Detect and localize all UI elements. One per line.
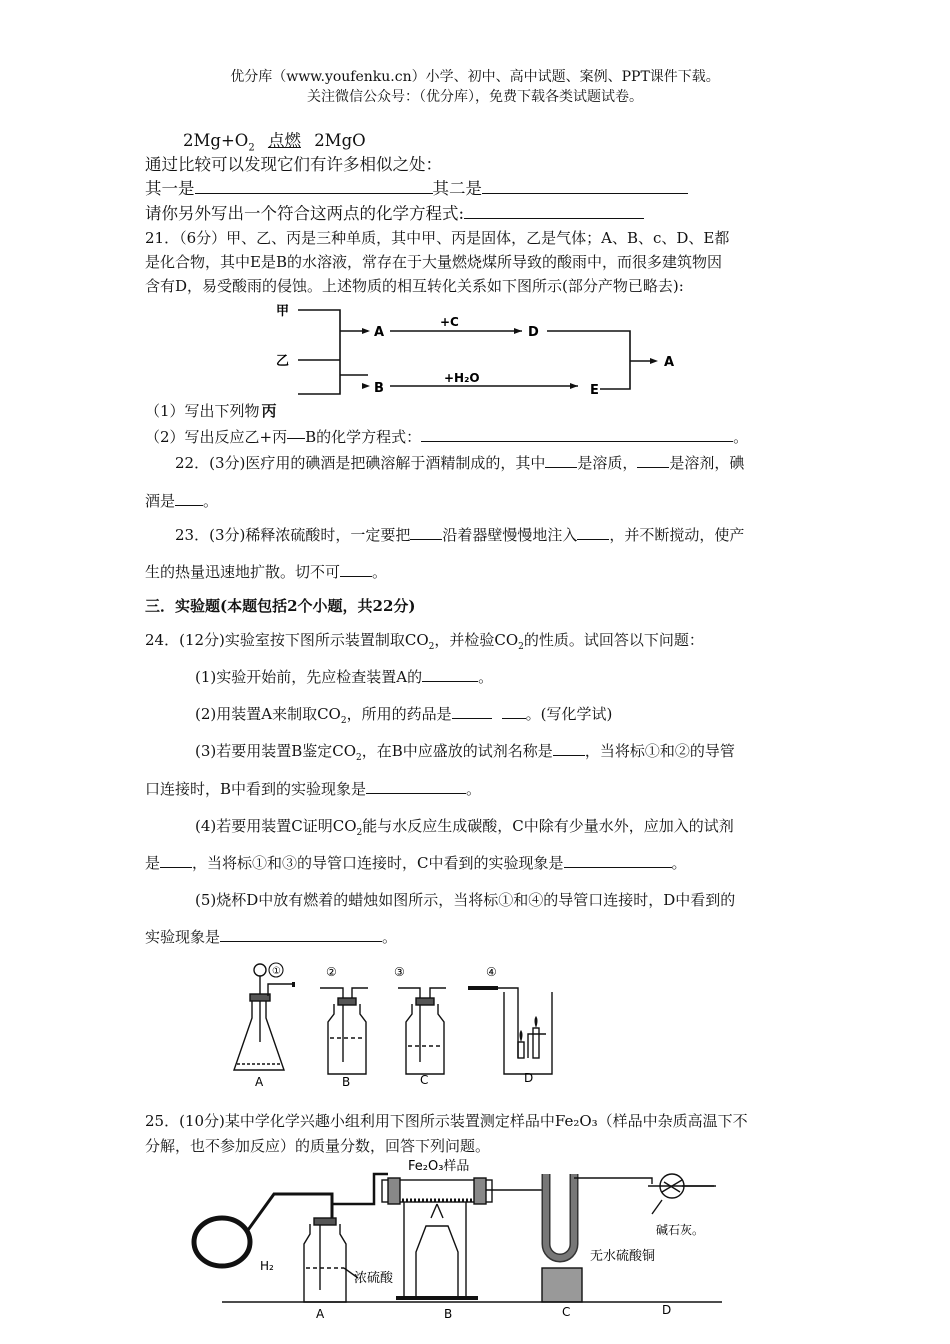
label-a-out: A (664, 355, 675, 370)
label-cuso4: 无水硫酸铜 (590, 1249, 656, 1264)
label-b: B (342, 1075, 351, 1089)
label-d: D (524, 1071, 534, 1085)
equation-mg: $2Mg+O_2$ 点燃 2MgO (183, 131, 366, 154)
q23-line-2: 生的热量迅速地扩散。切不可 。 (145, 563, 388, 581)
section-3-title: 三．实验题(本题包括2个小题，共22分) (145, 597, 416, 615)
q21-line-2: 是化合物，其中E是B的水溶液，常存在于大量燃烧煤所导致的酸雨中，而很多建筑物因 (145, 253, 722, 271)
label-sample: Fe₂O₃样品 (408, 1159, 470, 1174)
label-b: B (444, 1307, 453, 1321)
q24-part-3-line-2: 口连接时，B中看到的实验现象是 。 (145, 780, 482, 798)
q24-part-4-line-1: (4)若要用装置C证明$CO_2$能与水反应生成碳酸，C中除有少量水外，应加入的试剂 (195, 817, 734, 838)
label-e: E (590, 383, 599, 398)
q23-line-1: 23．(3分)稀释浓硫酸时，一定要把 沿着器壁慢慢地注入 ，并不断搅动，使产 (175, 526, 745, 544)
label-yi: 乙 (276, 354, 290, 369)
compare-text: 通过比较可以发现它们有许多相似之处： (145, 155, 442, 174)
label-plus-h2o: +H₂O (444, 371, 480, 385)
header-line-2: 关注微信公众号：（优分库），免费下载各类试题试卷。 (307, 89, 643, 105)
q24-part-5-line-2: 实验现象是 。 (145, 928, 398, 946)
blank-line-2: 请你另外写出一个符合这两点的化学方程式: (145, 200, 644, 224)
q24-part-3-line-1: (3)若要用装置B鉴定$CO_2$，在B中应盛放的试剂名称是 ，当将标①和②的导管 (195, 742, 735, 763)
q24-part-4-line-2: 是 ，当将标①和③的导管口连接时，C中看到的实验现象是 。 (145, 854, 687, 872)
mark-2: ② (326, 965, 337, 979)
q25-apparatus-figure (182, 1152, 742, 1324)
label-d: D (662, 1303, 672, 1317)
q24-part-1: (1)实验开始前，先应检查装置A的 。 (195, 668, 494, 686)
blank-line-1: 其一是 其二是 (145, 175, 688, 199)
q21-line-1: 21．（6分）甲、乙、丙是三种单质，其中甲、丙是固体，乙是气体；A、B、c、D、E都 (145, 229, 730, 247)
label-lime: 碱石灰。 (656, 1223, 705, 1237)
label-h2: H₂ (260, 1259, 274, 1273)
label-c: C (562, 1305, 571, 1319)
mark-1: ① (272, 966, 281, 977)
label-jia: 甲 (276, 304, 290, 319)
q21-line-3: 含有D，易受酸雨的侵蚀。上述物质的相互转化关系如下图所示(部分产物已略去): (145, 277, 684, 295)
q25-line-1: 25．(10分)某中学化学兴趣小组利用下图所示装置测定样品中Fe₂O₃（样品中杂质高温下不 (145, 1112, 748, 1130)
q21-conversion-diagram (260, 296, 690, 420)
q24-part-2: (2)用装置A来制取$CO_2$，所用的药品是 。(写化学试) (195, 705, 613, 726)
label-b: B (374, 381, 384, 396)
label-c: C (420, 1073, 429, 1087)
q21-sub-1: （1）写出下列物 丙 (145, 402, 277, 420)
q22-line-2: 酒是 。 (145, 492, 219, 510)
label-plus-c: +C (440, 315, 459, 329)
mark-4: ④ (486, 965, 497, 979)
label-d: D (528, 325, 539, 340)
label-a: A (316, 1307, 325, 1321)
q24-intro: 24．(12分)实验室按下图所示装置制取$CO_2$，并检验$CO_2$的性质。试回答以下问题： (145, 631, 704, 652)
q24-apparatus-figure (228, 958, 574, 1090)
q21-sub-2: （2）写出反应乙+丙 B的化学方程式： 。 (145, 428, 749, 446)
label-a: A (374, 325, 385, 340)
q25-line-2: 分解，也不参加反应）的质量分数，回答下列问题。 (145, 1137, 491, 1155)
q24-part-5-line-1: (5)烧杯D中放有燃着的蜡烛如图所示，当将标①和④的导管口连接时，D中看到的 (195, 891, 736, 909)
q22-line-1: 22．(3分)医疗用的碘酒是把碘溶解于酒精制成的，其中 是溶质， 是溶剂，碘 (175, 454, 745, 472)
label-a: A (255, 1075, 264, 1089)
header-line-1: 优分库（www.youfenku.cn）小学、初中、高中试题、案例、PPT课件下载。 (230, 69, 720, 85)
label-acid: 浓硫酸 (354, 1271, 394, 1286)
mark-3: ③ (394, 965, 405, 979)
